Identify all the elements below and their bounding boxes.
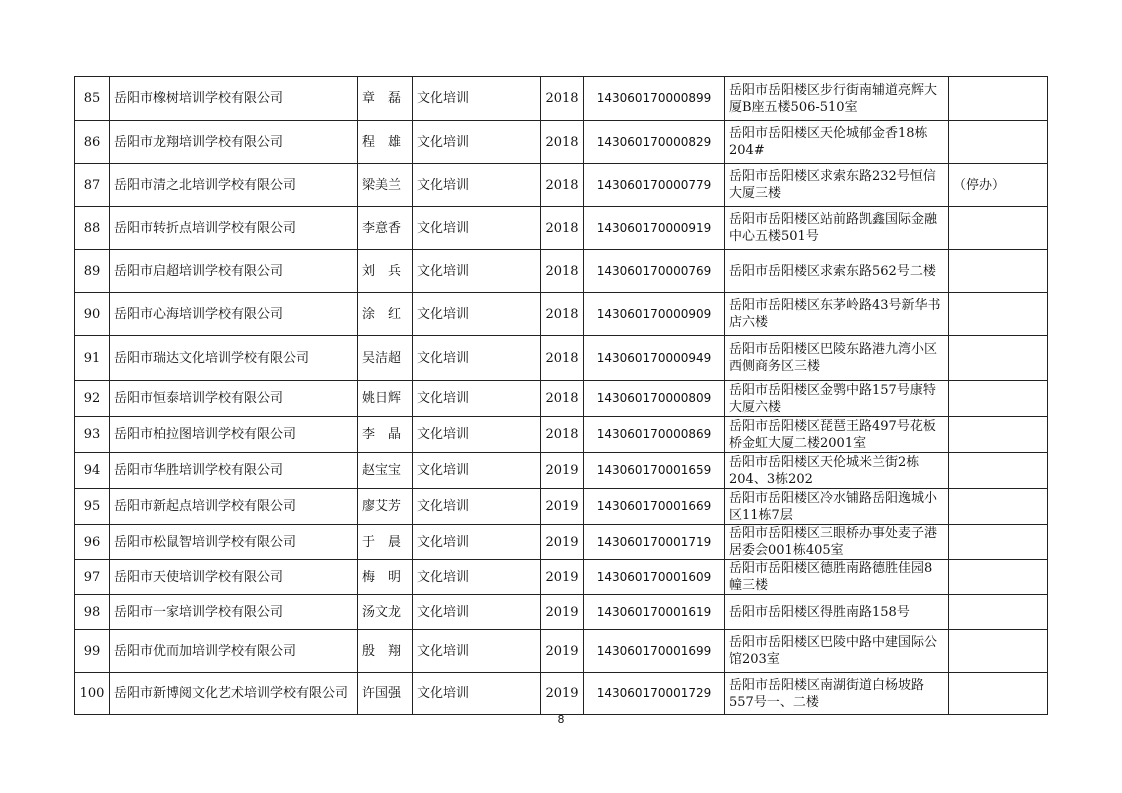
- license-code-cell: 143060170001699: [584, 630, 725, 673]
- remark-cell: [949, 453, 1048, 489]
- training-type-cell: 文化培训: [413, 453, 541, 489]
- table-row: [75, 77, 1048, 121]
- school-address-cell: 岳阳市岳阳楼区南湖街道白杨坡路557号一、二楼: [725, 673, 949, 715]
- legal-representative-cell: 涂 红: [358, 293, 413, 336]
- school-name-cell: 岳阳市清之北培训学校有限公司: [110, 164, 358, 207]
- license-code-cell: 143060170000769: [584, 250, 725, 293]
- legal-representative-cell: 梁美兰: [358, 164, 413, 207]
- training-type-cell: 文化培训: [413, 595, 541, 630]
- license-code-cell: 143060170001729: [584, 673, 725, 715]
- school-address-cell: 岳阳市岳阳楼区步行街南辅道亮辉大厦B座五楼506-510室: [725, 77, 949, 121]
- school-address-cell: 岳阳市岳阳楼区求索东路232号恒信大厦三楼: [725, 164, 949, 207]
- school-address-cell: 岳阳市岳阳楼区天伦城米兰街2栋204、3栋202: [725, 453, 949, 489]
- training-type-cell: 文化培训: [413, 630, 541, 673]
- school-name-cell: 岳阳市优而加培训学校有限公司: [110, 630, 358, 673]
- table-row: [75, 250, 1048, 293]
- legal-representative-cell: 许国强: [358, 673, 413, 715]
- school-address-cell: 岳阳市岳阳楼区三眼桥办事处麦子港居委会001栋405室: [725, 525, 949, 560]
- row-number-cell: 99: [75, 630, 110, 673]
- license-code-cell: 143060170001659: [584, 453, 725, 489]
- legal-representative-cell: 赵宝宝: [358, 453, 413, 489]
- approval-year-cell: 2018: [541, 164, 584, 207]
- approval-year-cell: 2019: [541, 673, 584, 715]
- school-name-cell: 岳阳市恒泰培训学校有限公司: [110, 381, 358, 417]
- school-address-cell: 岳阳市岳阳楼区东茅岭路43号新华书店六楼: [725, 293, 949, 336]
- legal-representative-cell: 汤文龙: [358, 595, 413, 630]
- school-name-cell: 岳阳市龙翔培训学校有限公司: [110, 121, 358, 164]
- school-registry-table: [74, 76, 1048, 715]
- license-code-cell: 143060170001669: [584, 489, 725, 525]
- license-code-cell: 143060170000869: [584, 417, 725, 453]
- license-code-cell: 143060170000909: [584, 293, 725, 336]
- legal-representative-cell: 吴洁超: [358, 336, 413, 381]
- remark-cell: [949, 673, 1048, 715]
- license-code-cell: 143060170000919: [584, 207, 725, 250]
- table-row: [75, 207, 1048, 250]
- approval-year-cell: 2019: [541, 595, 584, 630]
- school-address-cell: 岳阳市岳阳楼区巴陵东路港九湾小区西侧商务区三楼: [725, 336, 949, 381]
- table-row: [75, 630, 1048, 673]
- school-name-cell: 岳阳市瑞达文化培训学校有限公司: [110, 336, 358, 381]
- license-code-cell: 143060170001719: [584, 525, 725, 560]
- approval-year-cell: 2019: [541, 560, 584, 595]
- remark-cell: [949, 207, 1048, 250]
- table-row: [75, 525, 1048, 560]
- school-name-cell: 岳阳市华胜培训学校有限公司: [110, 453, 358, 489]
- legal-representative-cell: 姚日辉: [358, 381, 413, 417]
- license-code-cell: 143060170000829: [584, 121, 725, 164]
- license-code-cell: 143060170000949: [584, 336, 725, 381]
- remark-cell: [949, 293, 1048, 336]
- training-type-cell: 文化培训: [413, 121, 541, 164]
- license-code-cell: 143060170000899: [584, 77, 725, 121]
- training-type-cell: 文化培训: [413, 164, 541, 207]
- school-address-cell: 岳阳市岳阳楼区站前路凯鑫国际金融中心五楼501号: [725, 207, 949, 250]
- approval-year-cell: 2019: [541, 489, 584, 525]
- school-name-cell: 岳阳市天使培训学校有限公司: [110, 560, 358, 595]
- legal-representative-cell: 程 雄: [358, 121, 413, 164]
- page-number: 8: [557, 713, 565, 726]
- row-number-cell: 90: [75, 293, 110, 336]
- row-number-cell: 96: [75, 525, 110, 560]
- school-name-cell: 岳阳市新起点培训学校有限公司: [110, 489, 358, 525]
- remark-cell: [949, 250, 1048, 293]
- legal-representative-cell: 章 磊: [358, 77, 413, 121]
- row-number-cell: 87: [75, 164, 110, 207]
- approval-year-cell: 2019: [541, 525, 584, 560]
- school-name-cell: 岳阳市松鼠智培训学校有限公司: [110, 525, 358, 560]
- license-code-cell: 143060170000779: [584, 164, 725, 207]
- legal-representative-cell: 李意香: [358, 207, 413, 250]
- training-type-cell: 文化培训: [413, 336, 541, 381]
- approval-year-cell: 2019: [541, 453, 584, 489]
- table-row: [75, 673, 1048, 715]
- remark-cell: [949, 77, 1048, 121]
- remark-cell: [949, 560, 1048, 595]
- table-row: [75, 489, 1048, 525]
- school-name-cell: 岳阳市柏拉图培训学校有限公司: [110, 417, 358, 453]
- row-number-cell: 98: [75, 595, 110, 630]
- table-row: [75, 164, 1048, 207]
- row-number-cell: 88: [75, 207, 110, 250]
- training-type-cell: 文化培训: [413, 417, 541, 453]
- table-row: [75, 293, 1048, 336]
- row-number-cell: 95: [75, 489, 110, 525]
- remark-cell: [949, 336, 1048, 381]
- approval-year-cell: 2018: [541, 381, 584, 417]
- legal-representative-cell: 李 晶: [358, 417, 413, 453]
- school-address-cell: 岳阳市岳阳楼区金鹗中路157号康特大厦六楼: [725, 381, 949, 417]
- row-number-cell: 92: [75, 381, 110, 417]
- legal-representative-cell: 殷 翔: [358, 630, 413, 673]
- approval-year-cell: 2018: [541, 121, 584, 164]
- approval-year-cell: 2018: [541, 417, 584, 453]
- school-name-cell: 岳阳市橡树培训学校有限公司: [110, 77, 358, 121]
- school-name-cell: 岳阳市转折点培训学校有限公司: [110, 207, 358, 250]
- school-name-cell: 岳阳市启超培训学校有限公司: [110, 250, 358, 293]
- training-type-cell: 文化培训: [413, 489, 541, 525]
- training-type-cell: 文化培训: [413, 77, 541, 121]
- training-type-cell: 文化培训: [413, 560, 541, 595]
- remark-cell: [949, 381, 1048, 417]
- school-address-cell: 岳阳市岳阳楼区得胜南路158号: [725, 595, 949, 630]
- school-address-cell: 岳阳市岳阳楼区琵琶王路497号花板桥金虹大厦二楼2001室: [725, 417, 949, 453]
- school-name-cell: 岳阳市新博阅文化艺术培训学校有限公司: [110, 673, 358, 715]
- remark-cell: [949, 595, 1048, 630]
- row-number-cell: 94: [75, 453, 110, 489]
- table-row: [75, 453, 1048, 489]
- remark-cell: （停办）: [949, 164, 1048, 207]
- remark-cell: [949, 525, 1048, 560]
- license-code-cell: 143060170001619: [584, 595, 725, 630]
- training-type-cell: 文化培训: [413, 525, 541, 560]
- approval-year-cell: 2019: [541, 630, 584, 673]
- row-number-cell: 86: [75, 121, 110, 164]
- remark-cell: [949, 630, 1048, 673]
- table-row: [75, 336, 1048, 381]
- row-number-cell: 89: [75, 250, 110, 293]
- school-address-cell: 岳阳市岳阳楼区求索东路562号二楼: [725, 250, 949, 293]
- legal-representative-cell: 刘 兵: [358, 250, 413, 293]
- remark-cell: [949, 417, 1048, 453]
- school-name-cell: 岳阳市心海培训学校有限公司: [110, 293, 358, 336]
- approval-year-cell: 2018: [541, 336, 584, 381]
- remark-cell: [949, 121, 1048, 164]
- table-row: [75, 381, 1048, 417]
- row-number-cell: 97: [75, 560, 110, 595]
- remark-cell: [949, 489, 1048, 525]
- training-type-cell: 文化培训: [413, 293, 541, 336]
- school-address-cell: 岳阳市岳阳楼区德胜南路德胜佳园8幢三楼: [725, 560, 949, 595]
- school-address-cell: 岳阳市岳阳楼区巴陵中路中建国际公馆203室: [725, 630, 949, 673]
- approval-year-cell: 2018: [541, 77, 584, 121]
- table-row: [75, 417, 1048, 453]
- table-row: [75, 560, 1048, 595]
- license-code-cell: 143060170001609: [584, 560, 725, 595]
- table-row: [75, 121, 1048, 164]
- training-type-cell: 文化培训: [413, 673, 541, 715]
- approval-year-cell: 2018: [541, 207, 584, 250]
- training-type-cell: 文化培训: [413, 381, 541, 417]
- approval-year-cell: 2018: [541, 250, 584, 293]
- legal-representative-cell: 梅 明: [358, 560, 413, 595]
- school-address-cell: 岳阳市岳阳楼区冷水铺路岳阳逸城小区11栋7层: [725, 489, 949, 525]
- training-type-cell: 文化培训: [413, 207, 541, 250]
- row-number-cell: 93: [75, 417, 110, 453]
- legal-representative-cell: 于 晨: [358, 525, 413, 560]
- row-number-cell: 100: [75, 673, 110, 715]
- approval-year-cell: 2018: [541, 293, 584, 336]
- school-name-cell: 岳阳市一家培训学校有限公司: [110, 595, 358, 630]
- legal-representative-cell: 廖艾芳: [358, 489, 413, 525]
- row-number-cell: 85: [75, 77, 110, 121]
- license-code-cell: 143060170000809: [584, 381, 725, 417]
- school-address-cell: 岳阳市岳阳楼区天伦城郁金香18栋204#: [725, 121, 949, 164]
- training-type-cell: 文化培训: [413, 250, 541, 293]
- row-number-cell: 91: [75, 336, 110, 381]
- table-row: [75, 595, 1048, 630]
